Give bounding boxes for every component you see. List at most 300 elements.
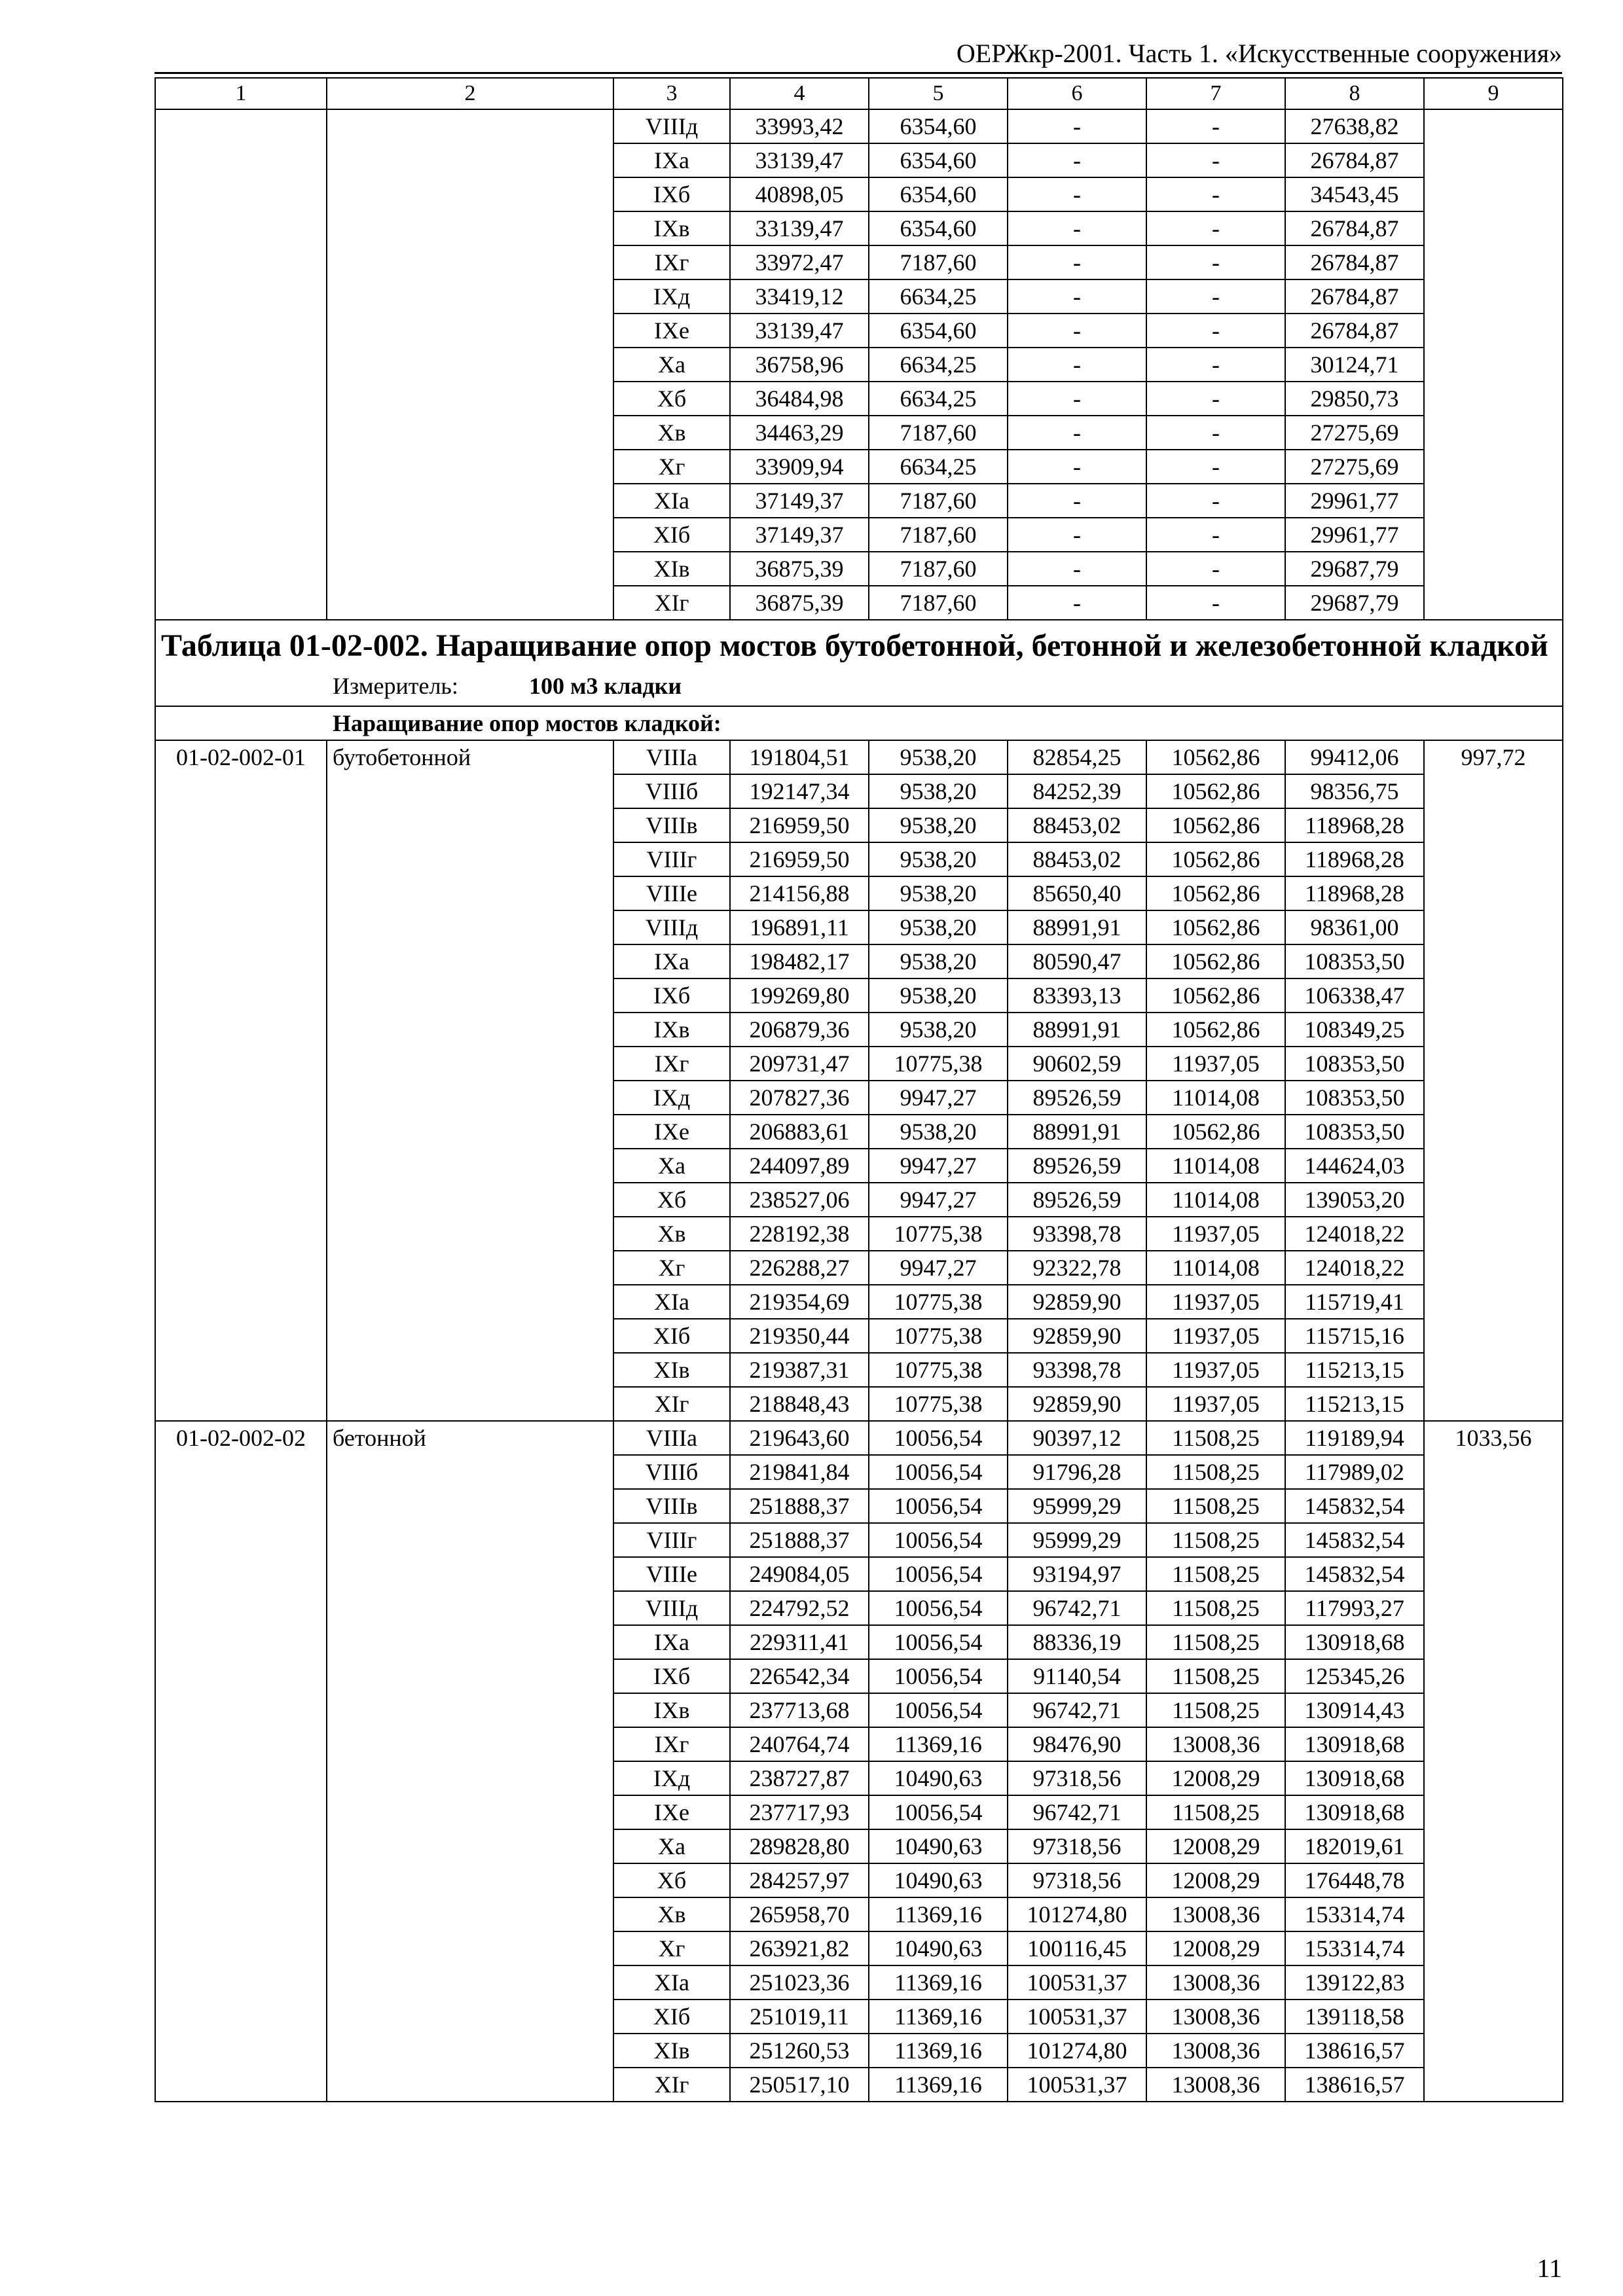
table-cell: 139118,58 [1285,2000,1424,2034]
table-cell: 98361,00 [1285,910,1424,944]
table-cell: 115719,41 [1285,1285,1424,1319]
table-title-cell [155,620,1563,706]
table-cell: 84252,39 [1008,774,1146,808]
table-cell: 9947,27 [869,1081,1008,1115]
table-cell: 6354,60 [869,143,1008,177]
table-cell: 10562,86 [1146,876,1285,910]
table-cell: - [1146,143,1285,177]
rate-code: 01-02-002-01 [155,740,327,1421]
table-cell: - [1146,279,1285,314]
table-cell: IXб [613,1659,730,1693]
table-cell: 145832,54 [1285,1557,1424,1591]
table-cell: - [1146,109,1285,143]
column-number: 3 [613,78,730,109]
table-cell: 13008,36 [1146,2068,1285,2102]
table-cell: 139053,20 [1285,1183,1424,1217]
table-cell: 6634,25 [869,348,1008,382]
table-cell: IXв [613,211,730,245]
column-number: 6 [1008,78,1146,109]
table-cell: 125345,26 [1285,1659,1424,1693]
table-cell: 13008,36 [1146,1897,1285,1931]
table-cell: 226288,27 [730,1251,869,1285]
table-cell: 10562,86 [1146,808,1285,842]
table-cell: VIIIа [613,1421,730,1455]
col9-cell-empty [1424,109,1563,620]
table-cell: 130918,68 [1285,1625,1424,1659]
table-cell: 97318,56 [1008,1863,1146,1897]
column-number: 5 [869,78,1008,109]
table-cell: 118968,28 [1285,876,1424,910]
table-cell: 10490,63 [869,1863,1008,1897]
table-cell: 11508,25 [1146,1795,1285,1829]
table-cell: 108353,50 [1285,1115,1424,1149]
table-cell: 10056,54 [869,1557,1008,1591]
table-cell: 251023,36 [730,1965,869,2000]
rate-code: 01-02-002-02 [155,1421,327,2102]
table-cell: 10056,54 [869,1591,1008,1625]
table-cell: 26784,87 [1285,245,1424,279]
table-cell: 13008,36 [1146,2000,1285,2034]
table-cell: 11014,08 [1146,1183,1285,1217]
table-cell: 106338,47 [1285,978,1424,1013]
table-cell: 119189,94 [1285,1421,1424,1455]
table-cell: Xг [613,1251,730,1285]
table-row [155,109,1563,143]
table-cell: - [1146,211,1285,245]
table-cell: 11014,08 [1146,1251,1285,1285]
table-cell: 11937,05 [1146,1217,1285,1251]
table-cell: IXб [613,177,730,211]
table-cell: VIIIв [613,808,730,842]
table-cell: 95999,29 [1008,1523,1146,1557]
table-cell: - [1146,416,1285,450]
table-cell: 29687,79 [1285,586,1424,620]
table-cell: VIIIд [613,1591,730,1625]
table-cell: 6354,60 [869,314,1008,348]
table-cell: 10056,54 [869,1625,1008,1659]
table-cell: 209731,47 [730,1047,869,1081]
table-cell: 10562,86 [1146,910,1285,944]
table-cell: 27275,69 [1285,416,1424,450]
table-cell: VIIIд [613,910,730,944]
table-cell: 37149,37 [730,484,869,518]
table-cell: 108349,25 [1285,1013,1424,1047]
table-cell: 289828,80 [730,1829,869,1863]
table-cell: 88453,02 [1008,842,1146,876]
table-cell: IXа [613,1625,730,1659]
table-cell: 9538,20 [869,1013,1008,1047]
table-cell: - [1008,450,1146,484]
table-cell: 10562,86 [1146,944,1285,978]
table-cell: - [1008,109,1146,143]
table-cell: 101274,80 [1008,2034,1146,2068]
table-cell: 10490,63 [869,1761,1008,1795]
table-cell: 80590,47 [1008,944,1146,978]
column-number: 7 [1146,78,1285,109]
rate-name: бутобетонной [327,740,613,1421]
table-cell: 11508,25 [1146,1455,1285,1489]
column-number-row [155,78,1563,109]
table-cell: 40898,05 [730,177,869,211]
table-cell: 89526,59 [1008,1149,1146,1183]
table-cell: 9538,20 [869,774,1008,808]
table-cell: 130914,43 [1285,1693,1424,1727]
table-cell: 192147,34 [730,774,869,808]
table-cell: XIа [613,1965,730,2000]
table-cell: 284257,97 [730,1863,869,1897]
table-cell: 11508,25 [1146,1489,1285,1523]
table-cell: XIб [613,2000,730,2034]
table-cell: IXа [613,944,730,978]
table-cell: 11937,05 [1146,1047,1285,1081]
table-cell: 10056,54 [869,1421,1008,1455]
table-cell: 88453,02 [1008,808,1146,842]
table-row [155,1421,1563,1455]
table-cell: 10562,86 [1146,978,1285,1013]
table-cell: 93398,78 [1008,1353,1146,1387]
table-cell: 13008,36 [1146,1965,1285,2000]
table-cell: Xв [613,416,730,450]
table-cell: - [1008,279,1146,314]
table-cell: 145832,54 [1285,1523,1424,1557]
table-cell: 9538,20 [869,944,1008,978]
table-cell: 91140,54 [1008,1659,1146,1693]
table-cell: 219841,84 [730,1455,869,1489]
table-cell: 7187,60 [869,484,1008,518]
table-cell: Xг [613,450,730,484]
table-cell: 99412,06 [1285,740,1424,774]
table-cell: 115213,15 [1285,1353,1424,1387]
table-cell: 96742,71 [1008,1591,1146,1625]
table-cell: Xв [613,1217,730,1251]
table-cell: 11508,25 [1146,1523,1285,1557]
table-cell: 10056,54 [869,1693,1008,1727]
column-number: 9 [1424,78,1563,109]
table-cell: 6634,25 [869,279,1008,314]
table-cell: 130918,68 [1285,1795,1424,1829]
table-cell: 36758,96 [730,348,869,382]
table-cell: 100531,37 [1008,2068,1146,2102]
section-heading: Наращивание опор мостов кладкой: [155,706,1563,740]
table-cell: 10775,38 [869,1285,1008,1319]
table-cell: - [1146,382,1285,416]
table-cell: 10562,86 [1146,1115,1285,1149]
table-cell: VIIIа [613,740,730,774]
table-cell: 144624,03 [1285,1149,1424,1183]
table-cell: 207827,36 [730,1081,869,1115]
column-number: 1 [155,78,327,109]
table-cell: - [1146,484,1285,518]
table-cell: 117993,27 [1285,1591,1424,1625]
table-cell: IXб [613,978,730,1013]
table-cell: 10562,86 [1146,740,1285,774]
table-cell: 26784,87 [1285,314,1424,348]
table-title-row [155,620,1563,706]
table-cell: - [1008,177,1146,211]
table-cell: VIIIб [613,1455,730,1489]
table-cell: 139122,83 [1285,1965,1424,2000]
table-cell: Xа [613,348,730,382]
table-cell: 251888,37 [730,1523,869,1557]
table-cell: - [1008,211,1146,245]
table-cell: 9947,27 [869,1183,1008,1217]
table-cell: 101274,80 [1008,1897,1146,1931]
meter-row [161,670,1557,702]
table-cell: 10775,38 [869,1319,1008,1353]
table-cell: 88991,91 [1008,1013,1146,1047]
table-cell: IXа [613,143,730,177]
table-cell: 12008,29 [1146,1863,1285,1897]
meter-label: Измеритель: [333,673,458,699]
table-cell: 219643,60 [730,1421,869,1455]
table-cell: 92859,90 [1008,1319,1146,1353]
table-cell: 250517,10 [730,2068,869,2102]
table-cell: 216959,50 [730,842,869,876]
table-cell: 117989,02 [1285,1455,1424,1489]
table-cell: 216959,50 [730,808,869,842]
table-cell: 10775,38 [869,1047,1008,1081]
table-cell: - [1008,518,1146,552]
table-cell: 7187,60 [869,552,1008,586]
table-cell: 9947,27 [869,1149,1008,1183]
table-cell: 10562,86 [1146,842,1285,876]
table-cell: 263921,82 [730,1931,869,1965]
table-cell: 27275,69 [1285,450,1424,484]
table-cell: - [1008,586,1146,620]
table-cell: 95999,29 [1008,1489,1146,1523]
table-cell: IXд [613,279,730,314]
table-cell: 118968,28 [1285,808,1424,842]
table-cell: - [1146,586,1285,620]
table-cell: 12008,29 [1146,1761,1285,1795]
table-cell: - [1146,177,1285,211]
table-cell: 226542,34 [730,1659,869,1693]
table-cell: 138616,57 [1285,2034,1424,2068]
table-cell: - [1008,382,1146,416]
table-cell: VIIIг [613,842,730,876]
table-cell: 198482,17 [730,944,869,978]
table-cell: 7187,60 [869,586,1008,620]
table-cell: 7187,60 [869,518,1008,552]
table-cell: 88991,91 [1008,910,1146,944]
table-cell: 206879,36 [730,1013,869,1047]
table-cell: 92859,90 [1008,1285,1146,1319]
table-cell: 10490,63 [869,1931,1008,1965]
table-cell: 10775,38 [869,1217,1008,1251]
table-cell: 26784,87 [1285,279,1424,314]
table-cell: 11369,16 [869,2000,1008,2034]
table-cell: 88991,91 [1008,1115,1146,1149]
table-cell: 11508,25 [1146,1557,1285,1591]
table-cell: 10056,54 [869,1659,1008,1693]
page-number: 11 [1537,2253,1562,2283]
table-cell: 33993,42 [730,109,869,143]
table-cell: 10056,54 [869,1523,1008,1557]
running-header: ОЕРЖкр-2001. Часть 1. «Искусственные сооружения» [956,39,1562,68]
table-cell: 98476,90 [1008,1727,1146,1761]
col9-value: 1033,56 [1424,1421,1563,2102]
table-cell: 10056,54 [869,1455,1008,1489]
table-cell: 11369,16 [869,1727,1008,1761]
table-cell: IXе [613,1115,730,1149]
table-cell: Xб [613,1183,730,1217]
table-cell: 100531,37 [1008,2000,1146,2034]
table-cell: IXг [613,245,730,279]
table-cell: 89526,59 [1008,1081,1146,1115]
table-cell: 11369,16 [869,1965,1008,2000]
table-cell: IXе [613,314,730,348]
table-cell: IXг [613,1727,730,1761]
table-cell: 9538,20 [869,842,1008,876]
table-cell: 7187,60 [869,245,1008,279]
table-cell: 124018,22 [1285,1217,1424,1251]
table-cell: 29687,79 [1285,552,1424,586]
table-cell: XIа [613,1285,730,1319]
table-cell: 29961,77 [1285,484,1424,518]
table-cell: XIб [613,518,730,552]
section-row [155,706,1563,740]
table-cell: 6634,25 [869,382,1008,416]
table-cell: Xа [613,1149,730,1183]
table-row [155,740,1563,774]
table-cell: 33139,47 [730,314,869,348]
table-cell: - [1146,450,1285,484]
table-cell: 191804,51 [730,740,869,774]
table-cell: - [1008,245,1146,279]
table-cell: 229311,41 [730,1625,869,1659]
table-cell: IXе [613,1795,730,1829]
table-cell: 249084,05 [730,1557,869,1591]
table-cell: VIIIе [613,876,730,910]
table-cell: 6354,60 [869,177,1008,211]
table-cell: 11369,16 [869,2034,1008,2068]
table-cell: 130918,68 [1285,1761,1424,1795]
table-cell: - [1008,484,1146,518]
table-cell: 153314,74 [1285,1931,1424,1965]
table-cell: 11937,05 [1146,1285,1285,1319]
table-cell: 27638,82 [1285,109,1424,143]
table-cell: 124018,22 [1285,1251,1424,1285]
table-cell: 33419,12 [730,279,869,314]
table-cell: 92859,90 [1008,1387,1146,1421]
rates-table [155,77,1563,2102]
table-cell: IXд [613,1081,730,1115]
table-cell: 9947,27 [869,1251,1008,1285]
table-cell: 11508,25 [1146,1591,1285,1625]
table-cell: 218848,43 [730,1387,869,1421]
table-cell: 93194,97 [1008,1557,1146,1591]
table-cell: Xб [613,382,730,416]
table-cell: 92322,78 [1008,1251,1146,1285]
table-cell: 11369,16 [869,1897,1008,1931]
table-cell: XIб [613,1319,730,1353]
table-cell: 115213,15 [1285,1387,1424,1421]
table-cell: 237717,93 [730,1795,869,1829]
column-number: 4 [730,78,869,109]
table-cell: 11369,16 [869,2068,1008,2102]
table-cell: 11937,05 [1146,1319,1285,1353]
table-cell: 88336,19 [1008,1625,1146,1659]
table-cell: 10562,86 [1146,1013,1285,1047]
table-cell: 93398,78 [1008,1217,1146,1251]
table-cell: XIг [613,2068,730,2102]
table-cell: 10562,86 [1146,774,1285,808]
table-cell: 97318,56 [1008,1761,1146,1795]
table-cell: 6634,25 [869,450,1008,484]
table-cell: 82854,25 [1008,740,1146,774]
table-cell: 238727,87 [730,1761,869,1795]
table-cell: 199269,80 [730,978,869,1013]
table-cell: 10775,38 [869,1387,1008,1421]
table-cell: 10056,54 [869,1489,1008,1523]
table-cell: 224792,52 [730,1591,869,1625]
table-cell: - [1146,348,1285,382]
table-cell: 11508,25 [1146,1693,1285,1727]
table-cell: 12008,29 [1146,1931,1285,1965]
table-cell: 130918,68 [1285,1727,1424,1761]
table-cell: VIIIб [613,774,730,808]
table-cell: 10775,38 [869,1353,1008,1387]
table-title: Таблица 01-02-002. Наращивание опор мостов бутобетонной, бетонной и железобетонной кладкой [161,628,1548,663]
table-cell: 11508,25 [1146,1659,1285,1693]
table-cell: 153314,74 [1285,1897,1424,1931]
table-cell: 138616,57 [1285,2068,1424,2102]
table-cell: 11508,25 [1146,1421,1285,1455]
table-cell: IXв [613,1013,730,1047]
table-cell: 89526,59 [1008,1183,1146,1217]
table-cell: 182019,61 [1285,1829,1424,1863]
table-cell: 37149,37 [730,518,869,552]
table-cell: 9538,20 [869,910,1008,944]
table-cell: 100116,45 [1008,1931,1146,1965]
table-cell: 33972,47 [730,245,869,279]
table-cell: IXв [613,1693,730,1727]
table-cell: 9538,20 [869,740,1008,774]
table-cell: 176448,78 [1285,1863,1424,1897]
table-cell: 115715,16 [1285,1319,1424,1353]
table-cell: 228192,38 [730,1217,869,1251]
table-cell: 26784,87 [1285,143,1424,177]
rate-name: бетонной [327,1421,613,2102]
table-cell: 33139,47 [730,211,869,245]
table-cell: 29961,77 [1285,518,1424,552]
table-cell: 13008,36 [1146,1727,1285,1761]
table-cell: 12008,29 [1146,1829,1285,1863]
name-cell-empty [327,109,613,620]
table-cell: - [1008,552,1146,586]
table-cell: 10490,63 [869,1829,1008,1863]
table-cell: 11014,08 [1146,1081,1285,1115]
table-cell: - [1146,245,1285,279]
table-cell: 214156,88 [730,876,869,910]
table-cell: 29850,73 [1285,382,1424,416]
table-cell: 90602,59 [1008,1047,1146,1081]
table-cell: VIIIд [613,109,730,143]
column-number: 2 [327,78,613,109]
table-cell: 237713,68 [730,1693,869,1727]
table-cell: - [1146,314,1285,348]
table-cell: IXг [613,1047,730,1081]
table-cell: 33909,94 [730,450,869,484]
table-cell: Xа [613,1829,730,1863]
table-cell: 265958,70 [730,1897,869,1931]
table-cell: 9538,20 [869,1115,1008,1149]
table-cell: Xб [613,1863,730,1897]
table-cell: 118968,28 [1285,842,1424,876]
table-cell: 11937,05 [1146,1387,1285,1421]
table-cell: XIв [613,552,730,586]
table-cell: 36484,98 [730,382,869,416]
